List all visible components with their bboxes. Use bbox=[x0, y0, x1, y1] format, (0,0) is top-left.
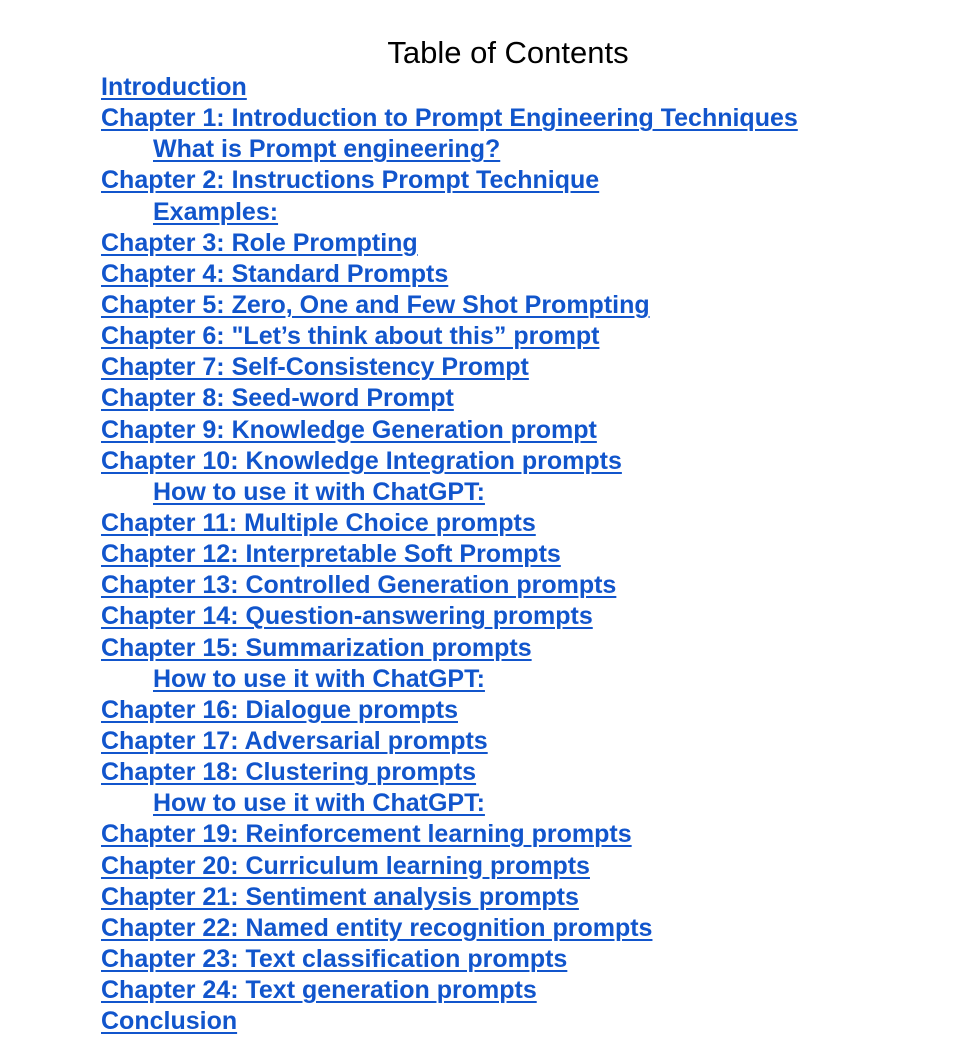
toc-link-chapter-7[interactable]: Chapter 7: Self-Consistency Prompt bbox=[101, 353, 529, 382]
toc-list bbox=[101, 72, 798, 1037]
toc-link-chapter-10[interactable]: Chapter 10: Knowledge Integration prompts bbox=[101, 446, 622, 475]
toc-link-chapter-15[interactable]: Chapter 15: Summarization prompts bbox=[101, 633, 532, 662]
toc-entry bbox=[101, 228, 798, 259]
toc-link-chapter-19[interactable]: Chapter 19: Reinforcement learning prompts bbox=[101, 820, 632, 849]
toc-entry bbox=[101, 757, 798, 788]
toc-entry-sub bbox=[101, 477, 798, 508]
toc-entry bbox=[101, 944, 798, 975]
toc-entry bbox=[101, 321, 798, 352]
toc-entry bbox=[101, 539, 798, 570]
toc-entry-sub bbox=[101, 197, 798, 228]
toc-link-chapter-21[interactable]: Chapter 21: Sentiment analysis prompts bbox=[101, 882, 579, 911]
toc-link-chapter-3[interactable]: Chapter 3: Role Prompting bbox=[101, 228, 418, 257]
toc-link-chapter-8[interactable]: Chapter 8: Seed-word Prompt bbox=[101, 384, 454, 413]
toc-link-introduction[interactable]: Introduction bbox=[101, 73, 247, 101]
toc-entry-sub bbox=[101, 664, 798, 695]
toc-link-chapter-24[interactable]: Chapter 24: Text generation prompts bbox=[101, 976, 537, 1005]
toc-entry bbox=[101, 570, 798, 601]
toc-entry bbox=[101, 695, 798, 726]
toc-entry bbox=[101, 446, 798, 477]
toc-entry bbox=[101, 508, 798, 539]
toc-link-chapter-12[interactable]: Chapter 12: Interpretable Soft Prompts bbox=[101, 540, 561, 569]
toc-link-chapter-23[interactable]: Chapter 23: Text classification prompts bbox=[101, 944, 568, 973]
toc-entry bbox=[101, 819, 798, 850]
toc-entry bbox=[101, 633, 798, 664]
toc-entry bbox=[101, 165, 798, 196]
toc-link-chapter-6[interactable]: Chapter 6: "Let’s think about this” prompt bbox=[101, 322, 600, 351]
toc-entry bbox=[101, 352, 798, 383]
toc-entry bbox=[101, 851, 798, 882]
toc-link-chapter-1[interactable]: Chapter 1: Introduction to Prompt Engineering Techniques bbox=[101, 104, 798, 133]
toc-link-how-to-use-chatgpt[interactable]: How to use it with ChatGPT: bbox=[153, 477, 485, 506]
toc-link-chapter-17[interactable]: Chapter 17: Adversarial prompts bbox=[101, 726, 488, 755]
toc-entry bbox=[101, 1006, 798, 1037]
toc-entry bbox=[101, 975, 798, 1006]
toc-link-chapter-9[interactable]: Chapter 9: Knowledge Generation prompt bbox=[101, 415, 597, 444]
toc-link-chapter-2[interactable]: Chapter 2: Instructions Prompt Technique bbox=[101, 166, 600, 195]
toc-link-chapter-16[interactable]: Chapter 16: Dialogue prompts bbox=[101, 695, 458, 724]
toc-link-chapter-5[interactable]: Chapter 5: Zero, One and Few Shot Prompting bbox=[101, 290, 650, 319]
toc-entry-sub bbox=[101, 788, 798, 819]
toc-link-conclusion[interactable]: Conclusion bbox=[101, 1007, 238, 1036]
toc-entry bbox=[101, 72, 798, 103]
toc-link-chapter-20[interactable]: Chapter 20: Curriculum learning prompts bbox=[101, 851, 590, 880]
toc-entry bbox=[101, 913, 798, 944]
toc-entry bbox=[101, 726, 798, 757]
toc-entry bbox=[101, 415, 798, 446]
toc-entry bbox=[101, 259, 798, 290]
toc-link-how-to-use-chatgpt[interactable]: How to use it with ChatGPT: bbox=[153, 664, 485, 693]
toc-link-chapter-4[interactable]: Chapter 4: Standard Prompts bbox=[101, 259, 449, 288]
toc-title: Table of Contents bbox=[387, 35, 629, 70]
toc-entry bbox=[101, 290, 798, 321]
toc-link-chapter-11[interactable]: Chapter 11: Multiple Choice prompts bbox=[101, 508, 536, 537]
toc-link-chapter-13[interactable]: Chapter 13: Controlled Generation prompts bbox=[101, 571, 617, 600]
toc-link-how-to-use-chatgpt[interactable]: How to use it with ChatGPT: bbox=[153, 789, 485, 818]
toc-entry-sub bbox=[101, 134, 798, 165]
toc-link-chapter-18[interactable]: Chapter 18: Clustering prompts bbox=[101, 758, 477, 787]
toc-entry bbox=[101, 103, 798, 134]
toc-link-examples[interactable]: Examples: bbox=[153, 197, 279, 226]
toc-link-chapter-22[interactable]: Chapter 22: Named entity recognition prompts bbox=[101, 913, 653, 942]
toc-entry bbox=[101, 882, 798, 913]
toc-link-chapter-14[interactable]: Chapter 14: Question-answering prompts bbox=[101, 602, 593, 631]
toc-link-what-is-prompt-engineering[interactable]: What is Prompt engineering? bbox=[153, 135, 501, 164]
toc-entry bbox=[101, 383, 798, 414]
toc-entry bbox=[101, 601, 798, 632]
